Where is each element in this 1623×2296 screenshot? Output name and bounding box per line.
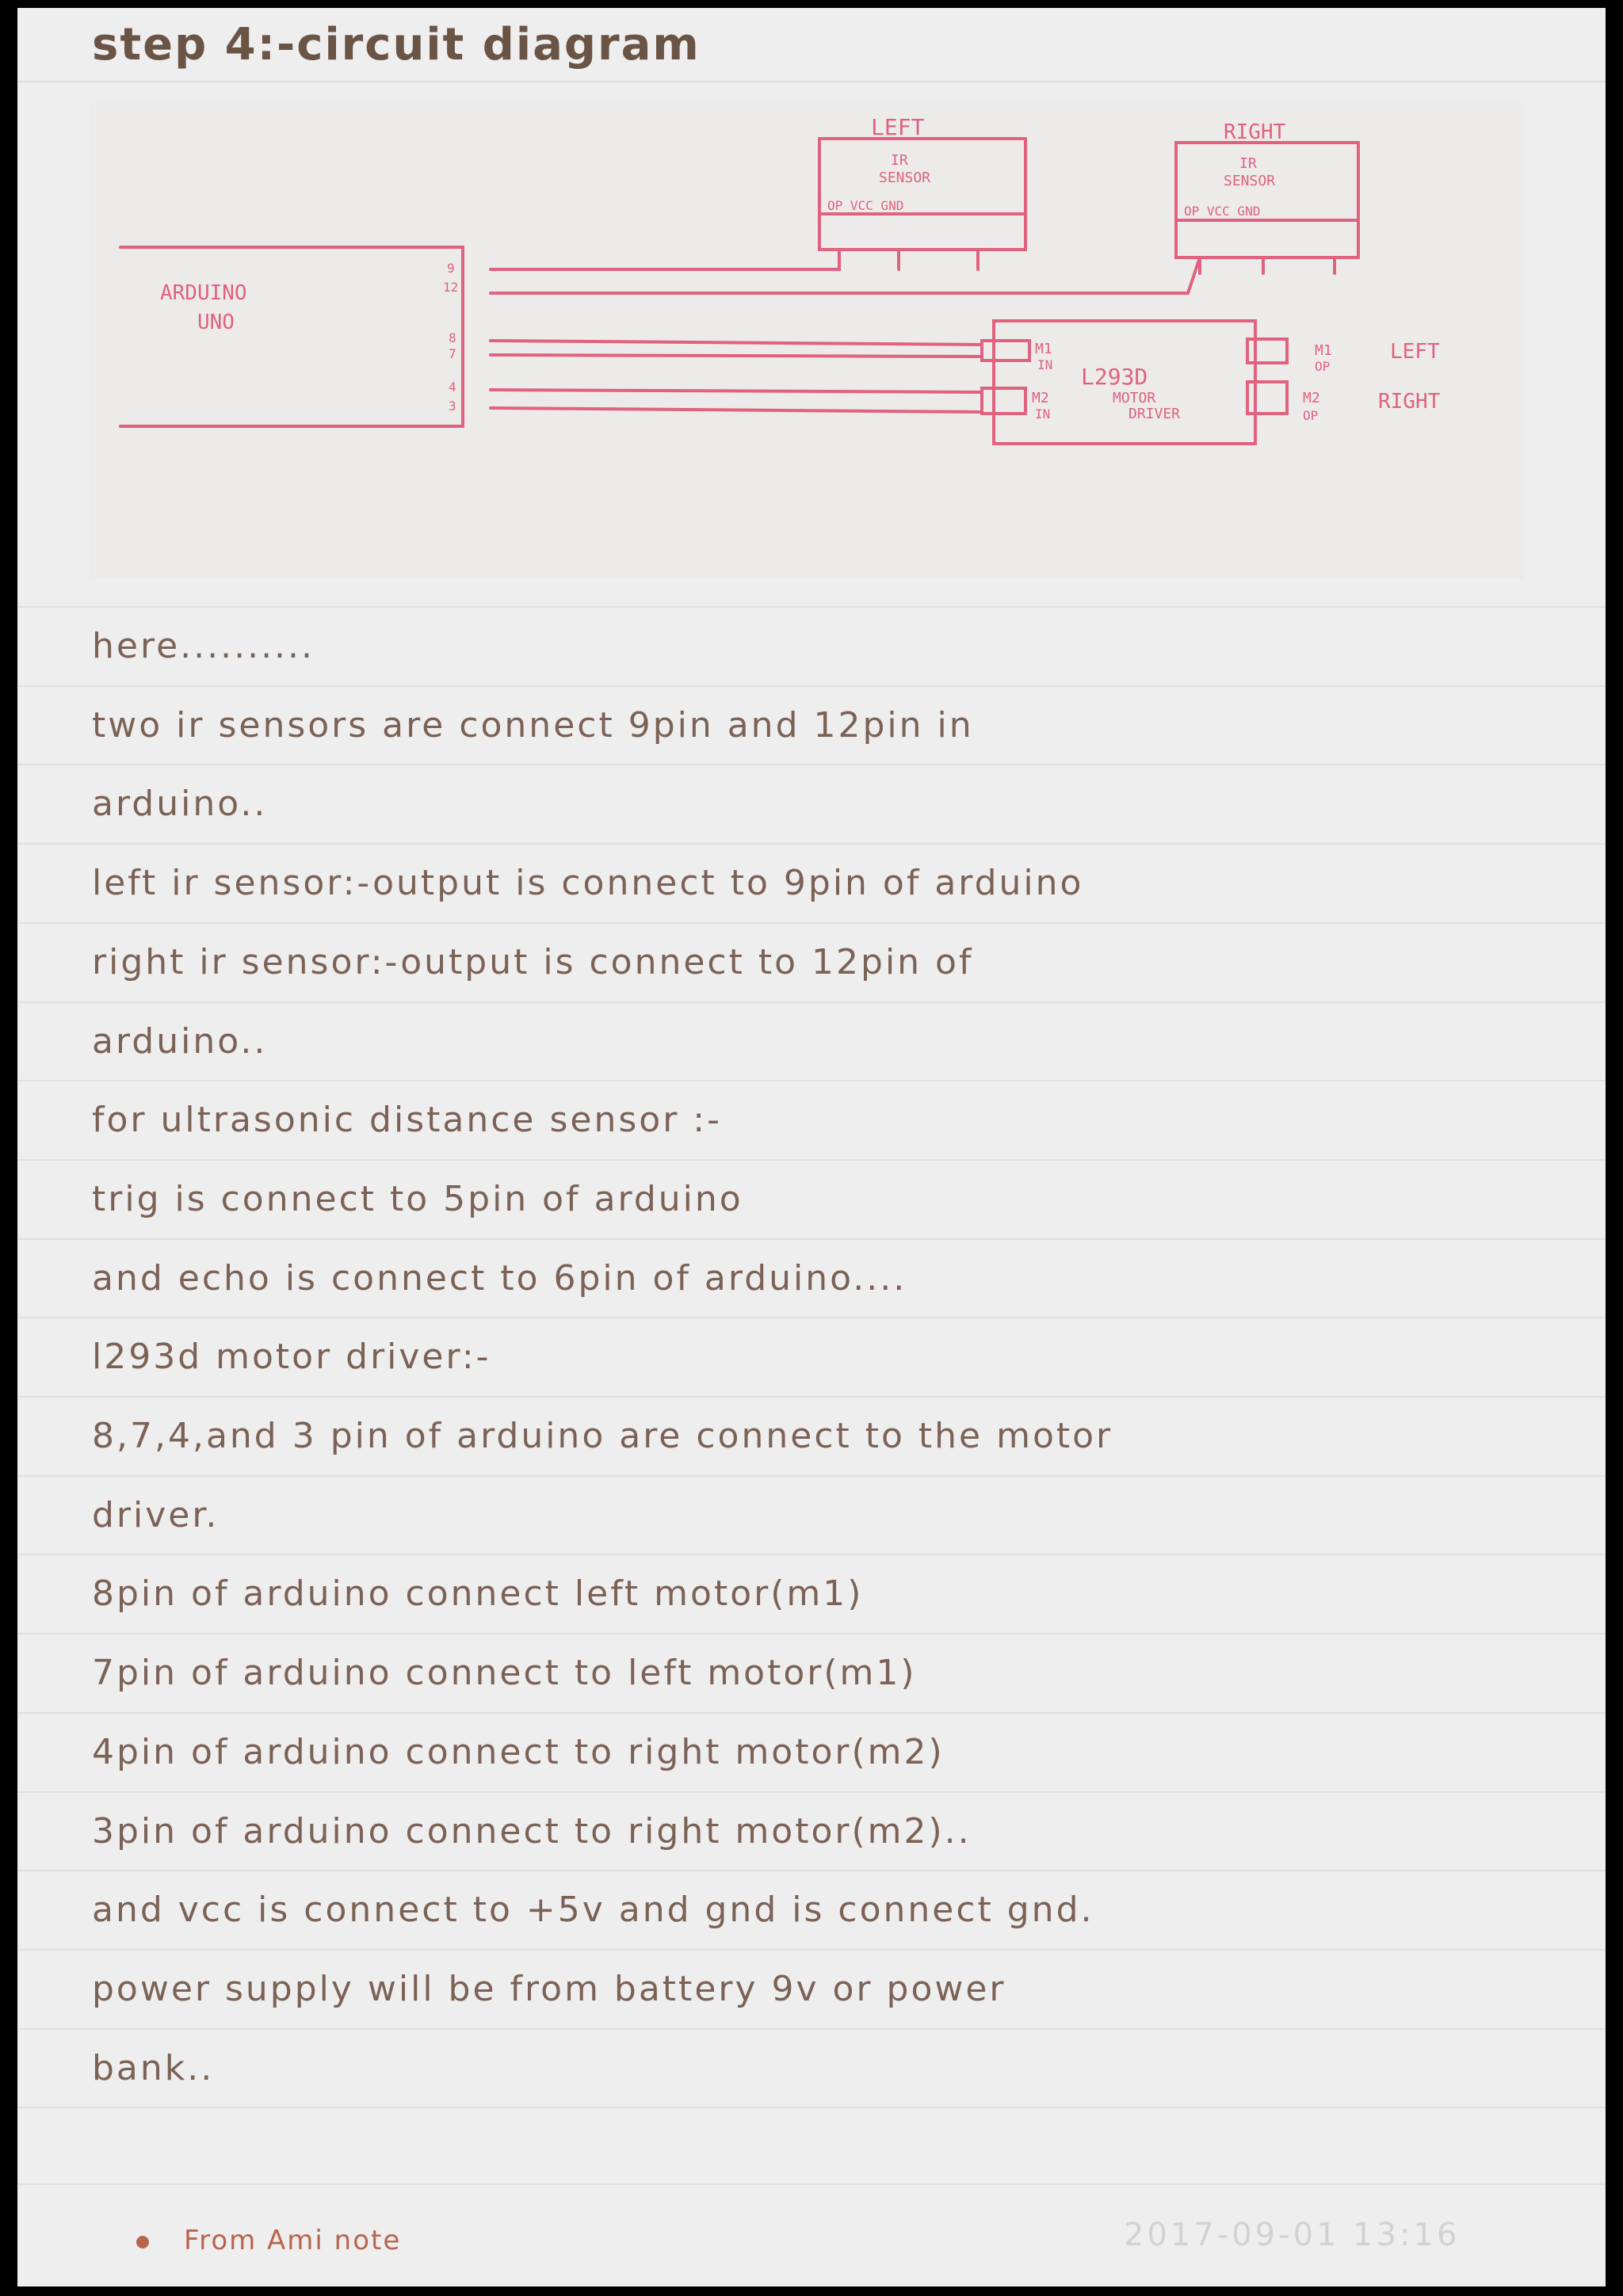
diagram-wires	[120, 139, 1358, 444]
page-title: step 4:-circuit diagram	[92, 19, 701, 71]
line-divider	[17, 606, 1606, 608]
arduino-pin-8: 8	[449, 330, 456, 345]
arduino-pin-12: 12	[443, 280, 459, 295]
arduino-pin-3: 3	[449, 399, 456, 414]
arduino-pin-9: 9	[447, 261, 455, 276]
body-line: arduino..	[92, 784, 268, 824]
arduino-pin-7: 7	[449, 346, 456, 361]
line-divider	[17, 1001, 1606, 1003]
line-divider	[17, 922, 1606, 924]
body-line: driver.	[92, 1495, 220, 1535]
body-line: l293d motor driver:-	[92, 1337, 491, 1377]
body-line: 8pin of arduino connect left motor(m1)	[92, 1573, 864, 1614]
line-divider	[17, 1238, 1606, 1240]
line-divider	[17, 1870, 1606, 1871]
body-line: two ir sensors are connect 9pin and 12pin in	[92, 705, 974, 746]
line-divider	[17, 1396, 1606, 1398]
driver-chip-label: L293D	[1081, 364, 1148, 390]
line-divider	[17, 1791, 1606, 1793]
body-line: arduino..	[92, 1021, 268, 1062]
line-divider	[17, 1554, 1606, 1555]
line-divider	[17, 685, 1606, 687]
ir-label-left-1: IR	[891, 152, 908, 169]
m1-in-label-1: M1	[1035, 341, 1052, 357]
note-page	[17, 8, 1606, 2286]
ir-label-right-1: IR	[1239, 155, 1257, 172]
m1-op-label-1: M1	[1315, 342, 1332, 359]
body-line: right ir sensor:-output is connect to 12pin of	[92, 942, 974, 982]
circuit-diagram-drawing	[90, 103, 1525, 578]
arduino-label: ARDUINO	[160, 281, 247, 305]
line-divider	[17, 1080, 1606, 1081]
line-divider	[17, 1633, 1606, 1634]
ir-label-right-2: SENSOR	[1224, 173, 1276, 189]
ir-label-left-2: SENSOR	[879, 170, 931, 186]
motor-left-label: LEFT	[1390, 340, 1440, 364]
ir-pins-left: OP VCC GND	[827, 198, 904, 213]
m1-in-label-2: IN	[1037, 357, 1053, 372]
arduino-pin-4: 4	[449, 379, 456, 395]
divider	[17, 2183, 1606, 2185]
m2-op-label-2: OP	[1303, 408, 1319, 423]
body-line: left ir sensor:-output is connect to 9pin of arduino	[92, 863, 1084, 903]
body-line: and vcc is connect to +5v and gnd is connect gnd.	[92, 1890, 1094, 1930]
body-line: 8,7,4,and 3 pin of arduino are connect to the motor	[92, 1416, 1113, 1456]
m1-op-label-2: OP	[1315, 359, 1331, 374]
line-divider	[17, 1475, 1606, 1477]
driver-motor-label: MOTOR	[1113, 390, 1156, 406]
m2-in-label-1: M2	[1032, 390, 1049, 406]
driver-driver-label: DRIVER	[1128, 406, 1181, 422]
line-divider	[17, 764, 1606, 765]
body-line: for ultrasonic distance sensor :-	[92, 1100, 722, 1140]
motor-right-label: RIGHT	[1378, 390, 1441, 414]
body-line: 4pin of arduino connect to right motor(m2)	[92, 1732, 945, 1772]
uno-label: UNO	[197, 311, 235, 334]
diagram-right-label: RIGHT	[1224, 120, 1286, 144]
body-line: power supply will be from battery 9v or power	[92, 1969, 1006, 2009]
body-line: trig is connect to 5pin of arduino	[92, 1179, 743, 1219]
divider	[17, 81, 1606, 82]
m2-in-label-2: IN	[1035, 406, 1051, 421]
source-label: From Ami note	[184, 2225, 402, 2256]
line-divider	[17, 1949, 1606, 1951]
line-divider	[17, 1159, 1606, 1161]
body-line: 3pin of arduino connect to right motor(m2)..	[92, 1811, 972, 1852]
line-divider	[17, 843, 1606, 845]
m2-op-label-1: M2	[1303, 390, 1320, 406]
ir-pins-right: OP VCC GND	[1184, 204, 1261, 219]
line-divider	[17, 2028, 1606, 2030]
circuit-diagram-image[interactable]	[90, 103, 1525, 578]
timestamp: 2017-09-01 13:16	[1124, 2217, 1461, 2253]
line-divider	[17, 2107, 1606, 2108]
body-line: 7pin of arduino connect to left motor(m1)	[92, 1653, 917, 1693]
bullet-icon	[136, 2236, 149, 2248]
body-line: here..........	[92, 626, 315, 666]
line-divider	[17, 1712, 1606, 1714]
diagram-left-label: LEFT	[871, 114, 925, 140]
body-line: bank..	[92, 2048, 215, 2088]
body-line: and echo is connect to 6pin of arduino....	[92, 1258, 907, 1299]
line-divider	[17, 1317, 1606, 1318]
